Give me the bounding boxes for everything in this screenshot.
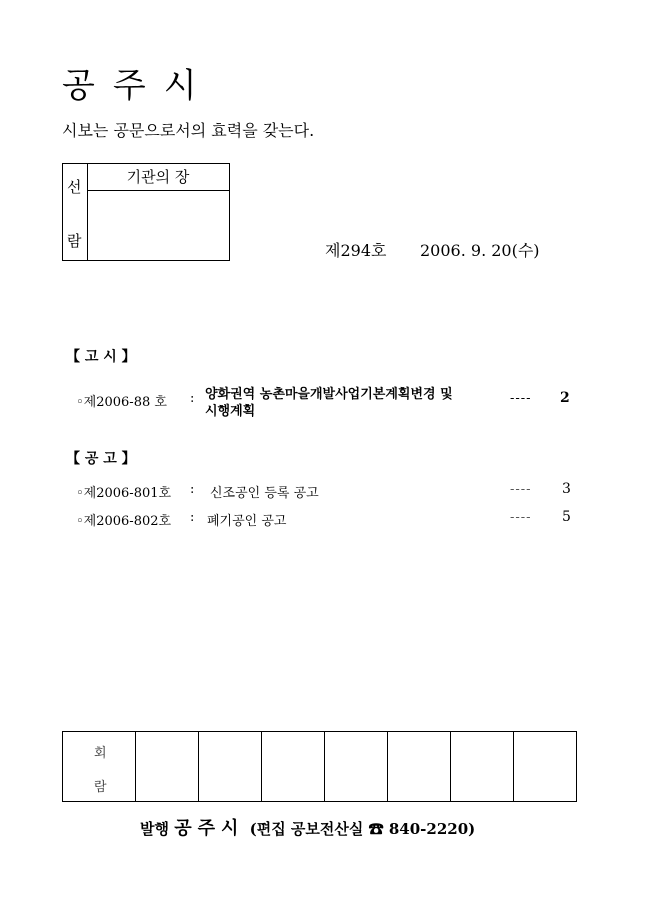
review-cell (513, 732, 576, 801)
review-cell (198, 732, 261, 801)
review-table (62, 731, 577, 802)
seonram-side (63, 164, 88, 260)
footer-publisher: 공주시 (174, 818, 245, 839)
seonram-label-top: 선 (67, 178, 82, 196)
item-number: ◦제2006-801호 (76, 486, 172, 501)
subtitle: 시보는 공문으로서의 효력을 갖는다. (62, 121, 315, 140)
item-title: 신조공인 등록 공고 (210, 486, 319, 501)
page-ref: 3 (562, 481, 571, 497)
seonram-heading: 기관의 장 (87, 164, 229, 191)
seonram-label-bottom: 람 (67, 232, 82, 250)
review-cell (324, 732, 387, 801)
review-cell (261, 732, 324, 801)
item-separator: : (190, 510, 195, 525)
issue-number: 제294호 (325, 241, 387, 260)
item-title-line1: 양화권역 농촌마을개발사업기본계획변경 및 (205, 387, 453, 402)
item-separator: : (190, 482, 195, 497)
item-title-line2: 시행계획 (205, 404, 256, 419)
review-cell (450, 732, 513, 801)
item-title: 폐기공인 공고 (207, 514, 287, 529)
issue-date: 2006. 9. 20(수) (420, 241, 540, 260)
review-label-bottom: 람 (94, 780, 107, 795)
page-ref: 5 (562, 509, 571, 525)
leader-dash: ---- (510, 391, 532, 406)
page-title: 공주시 (62, 66, 215, 106)
footer-prefix: 발행 (140, 820, 169, 838)
review-cell (387, 732, 450, 801)
leader-dash: ---- (510, 482, 532, 497)
section-title-gosi: 【 고 시 】 (66, 349, 136, 365)
item-number: ◦제2006-88 호 (76, 395, 167, 410)
review-label-top: 회 (94, 746, 107, 761)
seonram-box (62, 163, 230, 261)
footer-contact: (편집 공보전산실 (249, 820, 364, 838)
review-label (63, 732, 135, 801)
publisher-footer (140, 814, 475, 840)
footer-phone: 840-2220) (388, 820, 476, 838)
item-number: ◦제2006-802호 (76, 514, 172, 529)
page-ref: 2 (560, 390, 570, 406)
phone-icon: ☎ (368, 820, 384, 838)
review-cell (135, 732, 198, 801)
leader-dash: ---- (510, 510, 532, 525)
item-separator: : (190, 391, 195, 406)
section-title-gonggo: 【 공 고 】 (66, 451, 136, 467)
